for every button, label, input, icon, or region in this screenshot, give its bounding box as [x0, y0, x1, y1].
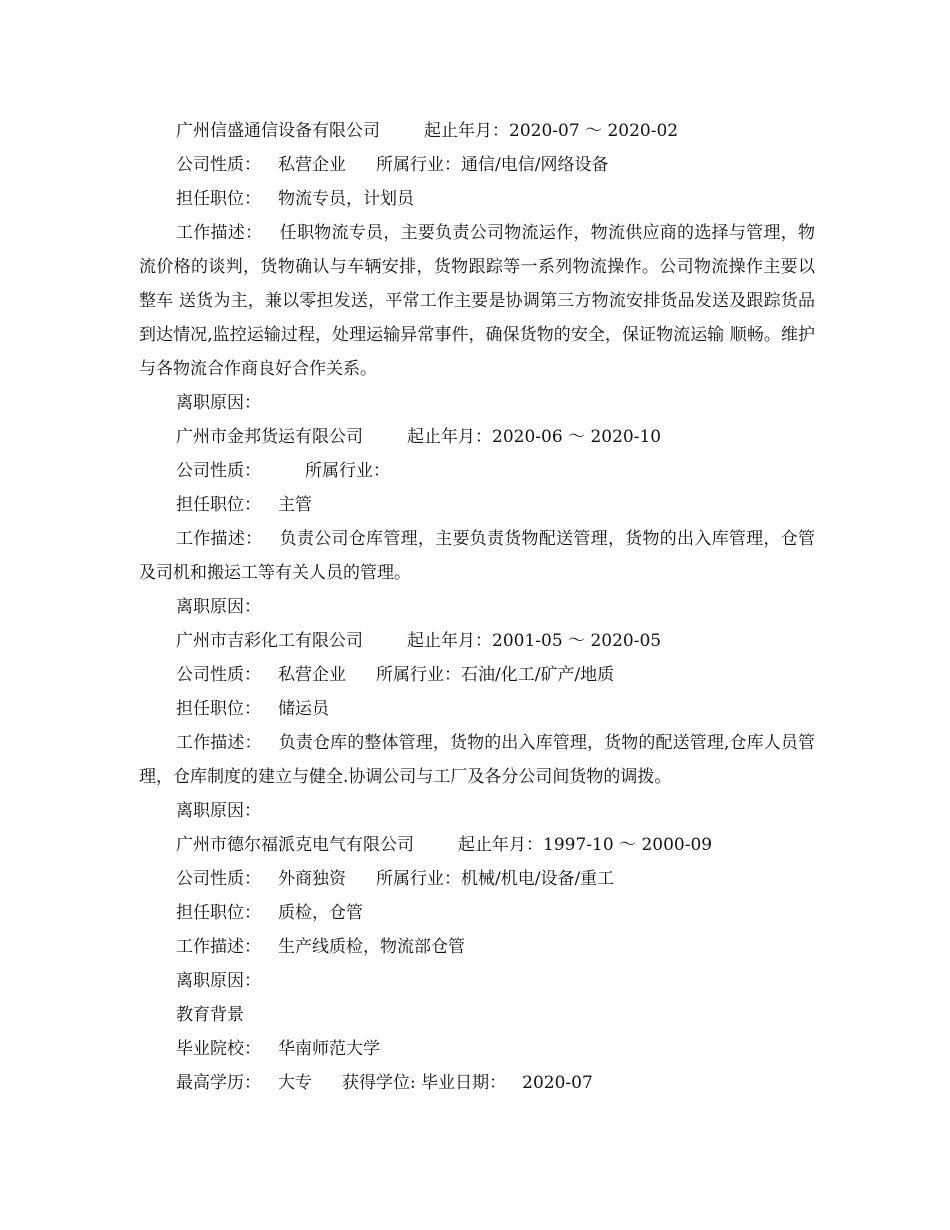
description-text: 负责仓库的整体管理，货物的出入库管理，货物的配送管理,仓库人员管理，仓库制度的建立与健全.协调公司与工厂及各分公司间货物的调拨。 — [139, 733, 816, 787]
industry-value: 机械/机电/设备/重工 — [461, 869, 615, 889]
nature-label: 公司性质： — [176, 869, 261, 889]
job-description — [139, 522, 815, 590]
nature-label: 公司性质： — [176, 665, 261, 685]
description-label: 工作描述： — [176, 733, 262, 753]
position-value: 主管 — [278, 495, 312, 515]
leave-label: 离职原因： — [176, 393, 261, 413]
nature-value: 外商独资 — [278, 869, 346, 889]
industry-label: 所属行业： — [376, 869, 461, 889]
school-value: 华南师范大学 — [278, 1039, 380, 1059]
nature-label: 公司性质： — [176, 461, 261, 481]
industry-label: 所属行业： — [305, 461, 390, 481]
position-value: 储运员 — [278, 699, 329, 719]
position-line — [139, 488, 815, 522]
description-text: 负责公司仓库管理，主要负责货物配送管理，货物的出入库管理，仓管及司机和搬运工等有关人员的管理。 — [139, 529, 816, 583]
job-header — [139, 624, 815, 658]
job-header — [139, 114, 815, 148]
period-value: 1997-10 ～ 2000-09 — [543, 835, 713, 855]
job-entry — [139, 624, 815, 828]
school-line — [139, 1032, 815, 1066]
industry-label: 所属行业： — [376, 155, 461, 175]
company-name: 广州信盛通信设备有限公司 — [176, 121, 380, 141]
company-info — [139, 454, 815, 488]
position-label: 担任职位： — [176, 699, 261, 719]
description-label: 工作描述： — [176, 529, 263, 549]
education-heading: 教育背景 — [176, 1005, 244, 1025]
grad-date-label: 毕业日期： — [421, 1073, 507, 1093]
job-description — [139, 216, 815, 386]
job-entry — [139, 114, 815, 420]
description-label: 工作描述： — [176, 223, 263, 243]
leave-label: 离职原因： — [176, 801, 261, 821]
leave-label: 离职原因： — [176, 597, 261, 617]
period-label: 起止年月： — [407, 427, 492, 447]
position-line — [139, 692, 815, 726]
description-text: 任职物流专员，主要负责公司物流运作，物流供应商的选择与管理，物流价格的谈判，货物确认与车辆安排，货物跟踪等一系列物流操作。公司物流操作主要以整车 送货为主，兼以零担发送，平常工作主要是协调第三方物流安排货品发送及跟踪货品到达情况,监控运输过程，处理运输异常事件，确保货物的安全，保证物流运输 顺畅。维护与各物流合作商良好合作关系。 — [139, 223, 816, 379]
leave-reason-line — [139, 794, 815, 828]
company-name: 广州市吉彩化工有限公司 — [176, 631, 363, 651]
position-line — [139, 896, 815, 930]
resume-content — [139, 114, 815, 1100]
description-text: 生产线质检，物流部仓管 — [278, 937, 465, 957]
job-header — [139, 828, 815, 862]
position-label: 担任职位： — [176, 495, 261, 515]
period-value: 2001-05 ～ 2020-05 — [492, 631, 662, 651]
leave-reason-line — [139, 964, 815, 998]
degree-label: 获得学位: — [342, 1073, 416, 1093]
position-line — [139, 182, 815, 216]
period-value: 2020-06 ～ 2020-10 — [492, 427, 662, 447]
school-label: 毕业院校： — [176, 1039, 261, 1059]
period-value: 2020-07 ～ 2020-02 — [509, 121, 679, 141]
industry-value: 通信/电信/网络设备 — [461, 155, 609, 175]
job-entry — [139, 420, 815, 624]
job-entry — [139, 828, 815, 998]
industry-label: 所属行业： — [376, 665, 461, 685]
leave-reason-line — [139, 590, 815, 624]
period-label: 起止年月： — [407, 631, 492, 651]
industry-value: 石油/化工/矿产/地质 — [461, 665, 615, 685]
position-value: 物流专员，计划员 — [278, 189, 414, 209]
position-label: 担任职位： — [176, 903, 261, 923]
period-label: 起止年月： — [424, 121, 509, 141]
description-label: 工作描述： — [176, 937, 261, 957]
nature-value: 私营企业 — [278, 155, 346, 175]
leave-reason-line — [139, 386, 815, 420]
job-description — [139, 726, 815, 794]
period-label: 起止年月： — [458, 835, 543, 855]
degree-line — [139, 1066, 815, 1100]
company-name: 广州市金邦货运有限公司 — [176, 427, 363, 447]
company-info — [139, 658, 815, 692]
nature-label: 公司性质： — [176, 155, 261, 175]
education-section — [139, 998, 815, 1100]
job-description — [139, 930, 815, 964]
degree-level-value: 大专 — [278, 1073, 312, 1093]
position-label: 担任职位： — [176, 189, 261, 209]
grad-date-value: 2020-07 — [522, 1073, 593, 1093]
company-name: 广州市德尔福派克电气有限公司 — [176, 835, 414, 855]
degree-level-label: 最高学历： — [176, 1073, 261, 1093]
nature-value: 私营企业 — [278, 665, 346, 685]
company-info — [139, 148, 815, 182]
job-header — [139, 420, 815, 454]
company-info — [139, 862, 815, 896]
leave-label: 离职原因： — [176, 971, 261, 991]
position-value: 质检，仓管 — [278, 903, 363, 923]
